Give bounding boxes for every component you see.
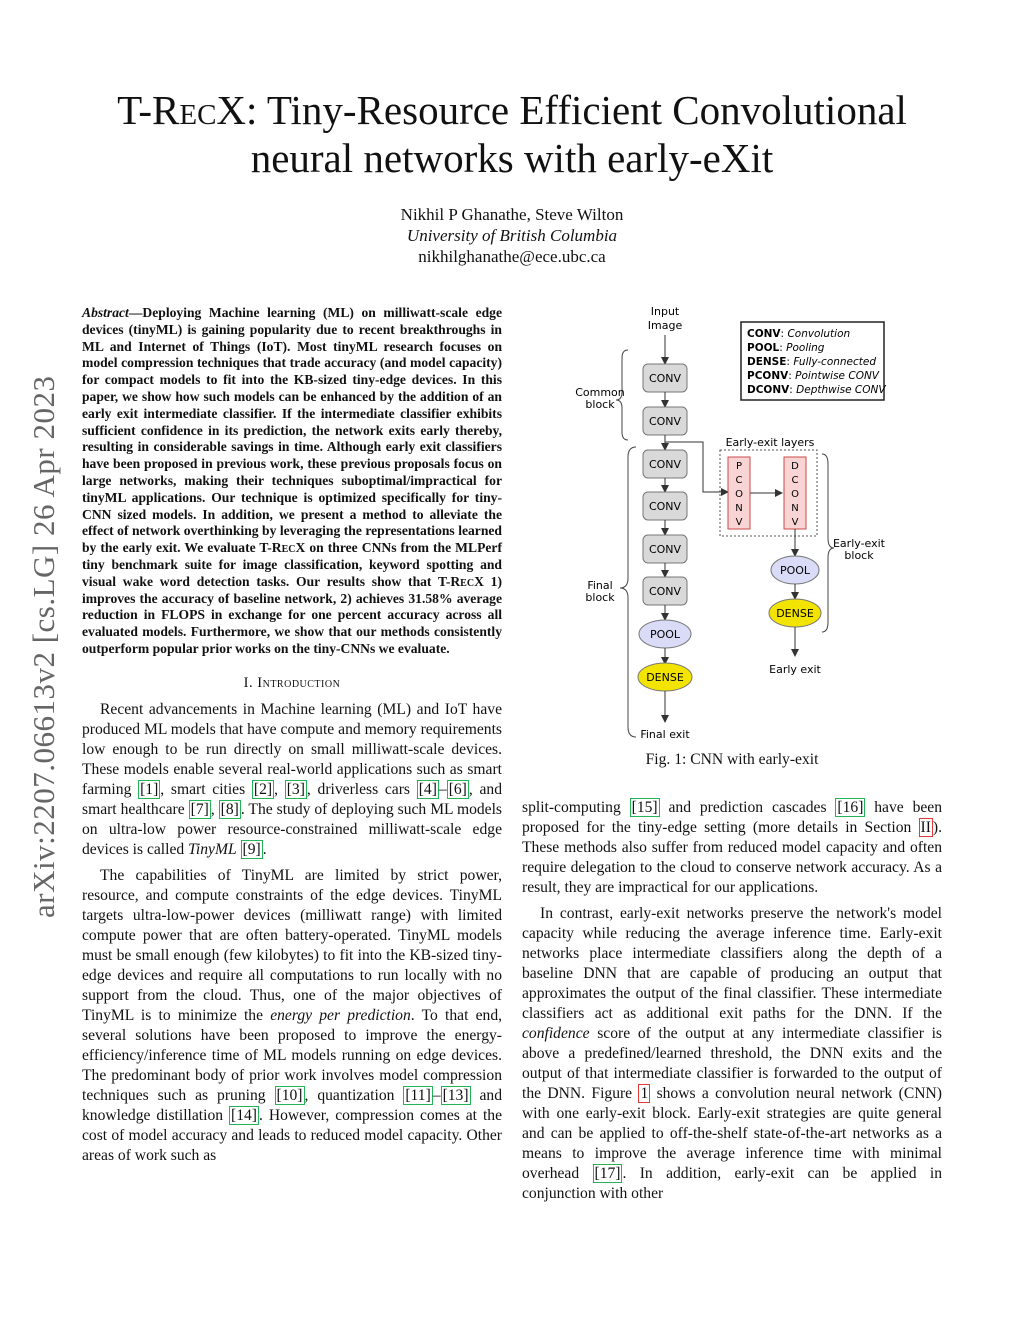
- pconv-letter: O: [735, 489, 743, 500]
- legend-desc: Fully-connected: [793, 356, 877, 368]
- title-line-1: [60, 86, 964, 134]
- text-run: . In addition, early-exit can be applied in conjunction with other: [522, 1165, 942, 1202]
- intro-paragraph-3: [522, 798, 942, 898]
- common-block-label: block: [585, 398, 615, 411]
- abstract-label: Abstract: [82, 305, 129, 320]
- citation-link[interactable]: [11]: [405, 1086, 431, 1104]
- citation-link[interactable]: [15]: [631, 799, 658, 816]
- early-exit-block-label: Early-exit: [832, 537, 886, 550]
- citation-link[interactable]: [10]: [276, 1086, 303, 1104]
- dconv-letter: D: [791, 461, 799, 472]
- text-run: and knowledge distillation: [82, 1086, 502, 1124]
- early-exit-block-label: block: [844, 549, 874, 562]
- text-run: have been proposed for the tiny-edge setting (more details in Section: [522, 799, 943, 836]
- input-label: Image: [647, 319, 683, 332]
- abstract-recx: RecX: [450, 573, 484, 589]
- pool-label: POOL: [779, 564, 811, 577]
- title-line-2: neural networks with early-eXit: [250, 135, 774, 181]
- text-run: The capabilities of TinyML are limited by strict power, resource, and compute constraints of the edge devices. TinyML targets ultra-low-power devices (milliwatt range) with limited compute power that are often battery-operated. TinyML models must be small enough (few kilobytes) to fit into the KB-sized tiny-edge devices and require all computations to run locally with no support from the cloud. Thus, one of the major objectives of TinyML is to minimize the: [82, 866, 502, 1024]
- legend-key: CONV: [747, 328, 781, 340]
- author-names: Nikhil P Ghanathe, Steve Wilton: [400, 205, 624, 224]
- legend-key: DENSE: [747, 356, 787, 368]
- dconv-letter: C: [791, 475, 799, 486]
- citation-link[interactable]: [13]: [442, 1086, 469, 1104]
- dconv-letter: N: [791, 503, 799, 514]
- final-exit-label: Final exit: [640, 728, 690, 741]
- conv-label: CONV: [648, 500, 682, 513]
- section-heading-introduction: [82, 673, 502, 693]
- author-email[interactable]: nikhilghanathe@ece.ubc.ca: [418, 247, 606, 266]
- legend-desc: Pooling: [786, 342, 825, 354]
- text-run: [237, 841, 241, 858]
- citation-link[interactable]: [4]: [418, 780, 437, 798]
- abstract-text-3: 1) improves the accuracy of baseline network, 2) achieves 31.58% average reduction in FLOPS in exchange for one percent accuracy across all evaluated models. Furthermore, we show that our methods consistently outperform popular prior works on the tiny-CNNs we evaluate.: [82, 573, 502, 656]
- abstract-recx: RecX: [271, 540, 306, 556]
- text-run: In contrast, early-exit networks preserve the network's model capacity while reducing the average inference time. Early-exit networks place intermediate classifiers along the depth of a baseline DNN that are capable of producing an output that approximates the output of the final classifier. These intermediate classifiers act as additional exit paths for the DNN. If the: [522, 905, 942, 1022]
- pool-label: POOL: [649, 628, 681, 641]
- citation-link[interactable]: [14]: [231, 1106, 257, 1124]
- pconv-letter: N: [735, 503, 743, 514]
- citation-link[interactable]: [16]: [837, 799, 864, 816]
- citation-link[interactable]: [9]: [242, 840, 261, 858]
- text-run: , quantization: [304, 1086, 404, 1104]
- arxiv-stamp: arXiv:2207.06613v2 [cs.LG] 26 Apr 2023: [26, 375, 61, 919]
- citation-link[interactable]: [8]: [220, 800, 239, 818]
- pconv-letter: C: [735, 475, 743, 486]
- text-emphasis: energy per prediction: [270, 1006, 411, 1024]
- text-run: –: [438, 780, 447, 798]
- paper-title: [60, 86, 964, 182]
- text-run: , and smart healthcare: [82, 780, 503, 818]
- text-run: –: [432, 1086, 441, 1104]
- citation-link[interactable]: [3]: [286, 780, 305, 798]
- input-label: Input: [650, 305, 680, 318]
- citation-link[interactable]: [1]: [140, 780, 159, 798]
- abstract-text-2: on three CNNs from the MLPerf tiny benchmark suite for image classification, keyword spotting and visual wake word detection tasks. Our results show that T-: [82, 540, 502, 589]
- text-emphasis: confidence: [522, 1025, 590, 1042]
- citation-link[interactable]: [2]: [253, 780, 273, 798]
- early-exit-layers-label: Early-exit layers: [725, 436, 815, 449]
- text-emphasis: TinyML: [188, 840, 237, 858]
- text-run: .: [262, 840, 267, 858]
- legend-key: POOL: [747, 342, 780, 354]
- figure-link[interactable]: 1: [640, 1085, 649, 1102]
- legend-item: DCONV: Depthwise CONV: [747, 384, 886, 396]
- text-run: shows a convolution neural network (CNN) with one early-exit block. Early-exit strategies are quite general and can be applied to off-the-shelf state-of-the-art networks as a means to improve the average inference time with minimal overhead: [522, 1085, 942, 1182]
- final-block-brace: [620, 447, 636, 737]
- text-run: . To that end, several solutions have been proposed to improve the energy-efficiency/inference time of ML models running on edge devices. The predominant body of prior work involves model compression techniques such as pruning: [82, 1006, 503, 1104]
- legend-desc: Pointwise CONV: [795, 370, 879, 382]
- title-prefix: T-: [117, 87, 153, 133]
- text-run: split-computing: [522, 799, 630, 816]
- conv-label: CONV: [648, 415, 682, 428]
- dense-label: DENSE: [646, 671, 684, 684]
- conv-label: CONV: [648, 372, 682, 385]
- conv-label: CONV: [648, 585, 682, 598]
- section-title: Introduction: [257, 674, 341, 691]
- text-run: ,: [210, 800, 219, 818]
- intro-paragraph-1: [82, 700, 502, 860]
- text-run: Recent advancements in Machine learning (ML) and IoT have produced ML models that have compute and memory requirements low enough to be run directly on small milliwatt-scale devices. These models enable several real-world applications such as smart farming: [82, 700, 502, 798]
- text-run: . The study of deploying such ML models on ultra-low power resource-constrained milliwatt-scale edge devices is called: [82, 800, 503, 858]
- early-exit-figure: [560, 302, 900, 747]
- legend-item: POOL: Pooling: [747, 342, 825, 354]
- pconv-letter: P: [735, 461, 743, 472]
- conv-label: CONV: [648, 458, 682, 471]
- text-run: , smart cities: [160, 780, 252, 798]
- pconv-letter: V: [735, 517, 743, 528]
- left-column: [82, 305, 502, 1172]
- legend-item: PCONV: Pointwise CONV: [747, 370, 879, 382]
- legend-desc: Convolution: [787, 328, 851, 340]
- citation-link[interactable]: [7]: [190, 800, 209, 818]
- dconv-letter: O: [791, 489, 799, 500]
- dense-label: DENSE: [776, 607, 814, 620]
- text-run: . However, compression comes at the cost of model accuracy and leads to reduced model capacity. Other areas of work such as: [82, 1106, 502, 1164]
- final-block-label: block: [585, 591, 615, 604]
- abstract: [82, 305, 502, 658]
- affiliation: University of British Columbia: [406, 226, 618, 245]
- early-exit-label: Early exit: [769, 663, 821, 676]
- text-run: ). These methods also suffer from reduced model capacity and often require delegation to the cloud to conserve network accuracy. As a result, they are impractical for our applications.: [522, 819, 942, 896]
- legend-item: CONV: Convolution: [747, 328, 851, 340]
- figure-caption: Fig. 1: CNN with early-exit: [645, 751, 819, 768]
- citation-link[interactable]: [6]: [448, 780, 467, 798]
- text-run: , driverless cars: [306, 780, 417, 798]
- text-run: ,: [274, 780, 285, 798]
- legend-key: DCONV: [747, 384, 790, 396]
- conv-label: CONV: [648, 543, 682, 556]
- abstract-text-1: —Deploying Machine learning (ML) on milliwatt-scale edge devices (tinyML) is gaining popularity due to recent breakthroughs in ML and Internet of Things (IoT). Most tinyML research focuses on model compression techniques that trade accuracy (and model capacity) for compact models to fit into the KB-sized tiny-edge devices. In this paper, we show how such models can be enhanced by the addition of an early exit intermediate classifier. If the intermediate classifier exhibits sufficient confidence in its prediction, the network exits early thereby, resulting in considerable savings in time. Although early exit classifiers have been proposed in previous work, these previous proposals focus on large networks, making their techniques suboptimal/impractical for tinyML applications. Our technique is optimized specifically for tiny-CNN sized models. In addition, we present a method to alleviate the effect of network overthinking by leveraging the representations learned by the early exit. We evaluate T-: [82, 305, 502, 556]
- title-rest: : Tiny-Resource Efficient Convolutional: [246, 87, 907, 133]
- legend-key: PCONV: [747, 370, 789, 382]
- right-column: [522, 798, 942, 1210]
- intro-paragraph-4: [522, 904, 942, 1204]
- common-block-label: Common: [575, 386, 625, 399]
- text-run: and prediction cascades: [659, 799, 836, 816]
- title-recx: RecX: [152, 87, 247, 133]
- legend-item: DENSE: Fully-connected: [747, 356, 877, 368]
- final-block-label: Final: [587, 579, 613, 592]
- section-number: I.: [243, 674, 258, 691]
- dconv-letter: V: [791, 517, 799, 528]
- intro-paragraph-2: [82, 866, 502, 1166]
- section-link[interactable]: II: [920, 819, 931, 836]
- legend-desc: Depthwise CONV: [796, 384, 886, 396]
- text-run: score of the output at any intermediate classifier is above a predefined/learned threshold, the DNN exits and the output of that intermediate classifier is forwarded to the output of the DNN. Figure: [522, 1025, 942, 1102]
- author-block: [60, 204, 964, 267]
- citation-link[interactable]: [17]: [594, 1165, 621, 1182]
